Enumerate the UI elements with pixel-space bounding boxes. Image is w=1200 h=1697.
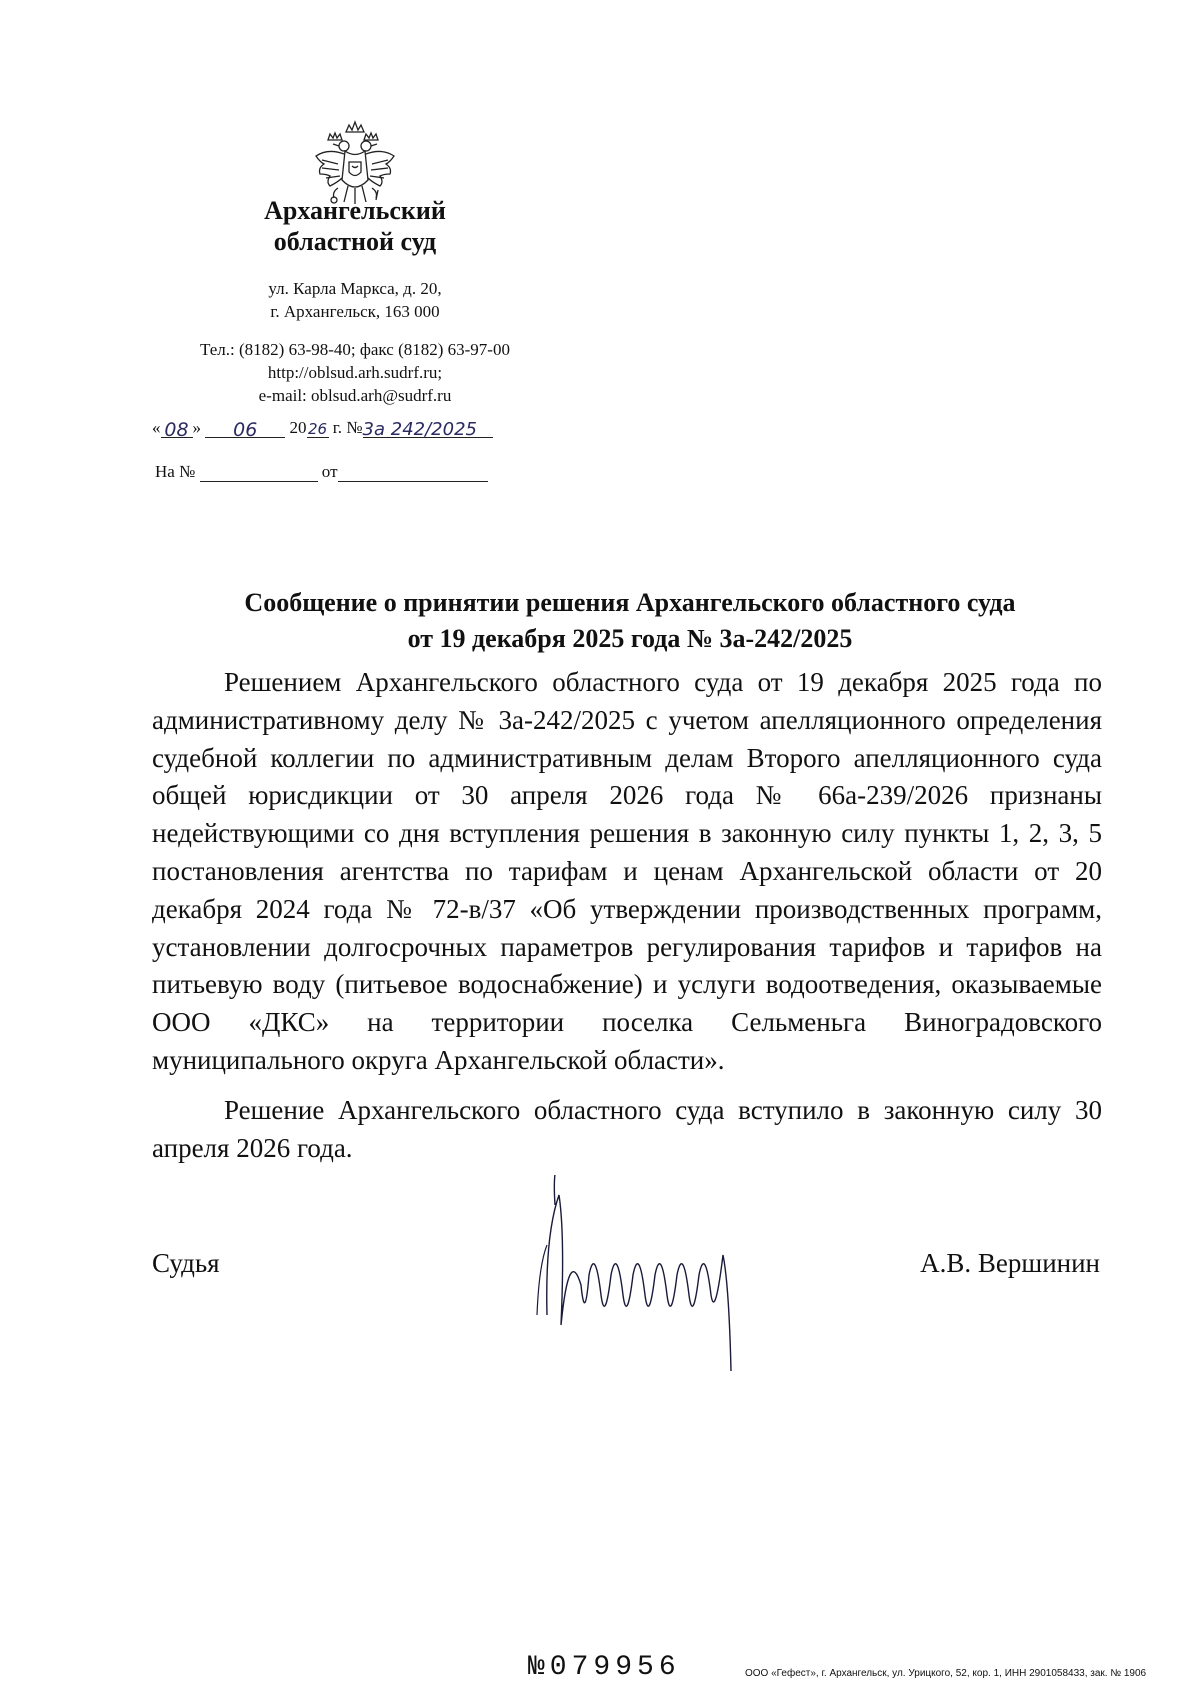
printer-imprint: ООО «Гефест», г. Архангельск, ул. Урицкого, 52, кор. 1, ИНН 2901058433, зак. № 1906	[745, 1668, 1147, 1679]
outgoing-number-label: №	[346, 418, 363, 437]
email-line: e-mail: oblsud.arh@sudrf.ru	[258, 386, 452, 405]
address-line2: г. Архангельск, 163 000	[270, 302, 440, 321]
body-paragraph-2: Решение Архангельского областного суда вступило в законную силу 30 апреля 2026 года.	[152, 1094, 1102, 1163]
outgoing-year-suffix: 26	[307, 420, 328, 438]
outgoing-reference-line: « 08 » 06 2026 г. №3а 242/2025	[152, 418, 493, 438]
court-name-line2: областной суд	[273, 227, 437, 256]
year-suffix-label: г.	[332, 418, 343, 437]
incoming-number-blank	[200, 463, 318, 482]
website-link: http://oblsud.arh.sudrf.ru;	[267, 363, 443, 382]
incoming-reference-line	[155, 462, 488, 482]
outgoing-month: 06	[205, 419, 285, 438]
outgoing-day: 08	[161, 419, 193, 438]
outgoing-year-prefix: 20	[289, 418, 307, 437]
court-name-line1: Архангельский	[264, 196, 446, 225]
notice-title-line1: Сообщение о принятии решения Архангельского областного суда	[244, 588, 1016, 617]
judge-name: А.В. Вершинин	[920, 1248, 1100, 1278]
judge-role-label: Судья	[152, 1248, 220, 1278]
outgoing-number: 3а 242/2025	[363, 419, 493, 438]
notice-title-line2: от 19 декабря 2025 года № 3а-242/2025	[407, 624, 853, 653]
form-serial-number: №079956	[528, 1652, 681, 1683]
notice-body	[152, 664, 1102, 1167]
handwritten-signature	[525, 1175, 785, 1375]
phone-fax-line: Тел.: (8182) 63-98-40; факс (8182) 63-97-00	[200, 340, 510, 359]
body-paragraph-1: Решением Архангельского областного суда от 19 декабря 2025 года по административному делу № 3а-242/2025 с учетом апелляционного определения судебной коллегии по административным делам Второго апелляционного суда общей юрисдикции от 30 апреля 2026 года № 66а-239/2026 признаны недействующими со дня вступления решения в законную силу пункты 1, 2, 3, 5 постановления агентства по тарифам и ценам Архангельской области от 20 декабря 2024 года № 72-в/37 «Об утверждении производственных программ, установлении долгосрочных параметров регулирования тарифов и тарифов на питьевую воду (питьевое водоснабжение) и услуги водоотведения, оказываемые ООО «ДКС» на территории поселка Сельменьга Виноградовского муниципального округа Архангельской области».	[152, 667, 1102, 1075]
incoming-date-label: от	[321, 462, 338, 481]
address-line1: ул. Карла Маркса, д. 20,	[268, 279, 442, 298]
incoming-number-label: На №	[155, 462, 196, 481]
incoming-date-blank	[338, 463, 488, 482]
